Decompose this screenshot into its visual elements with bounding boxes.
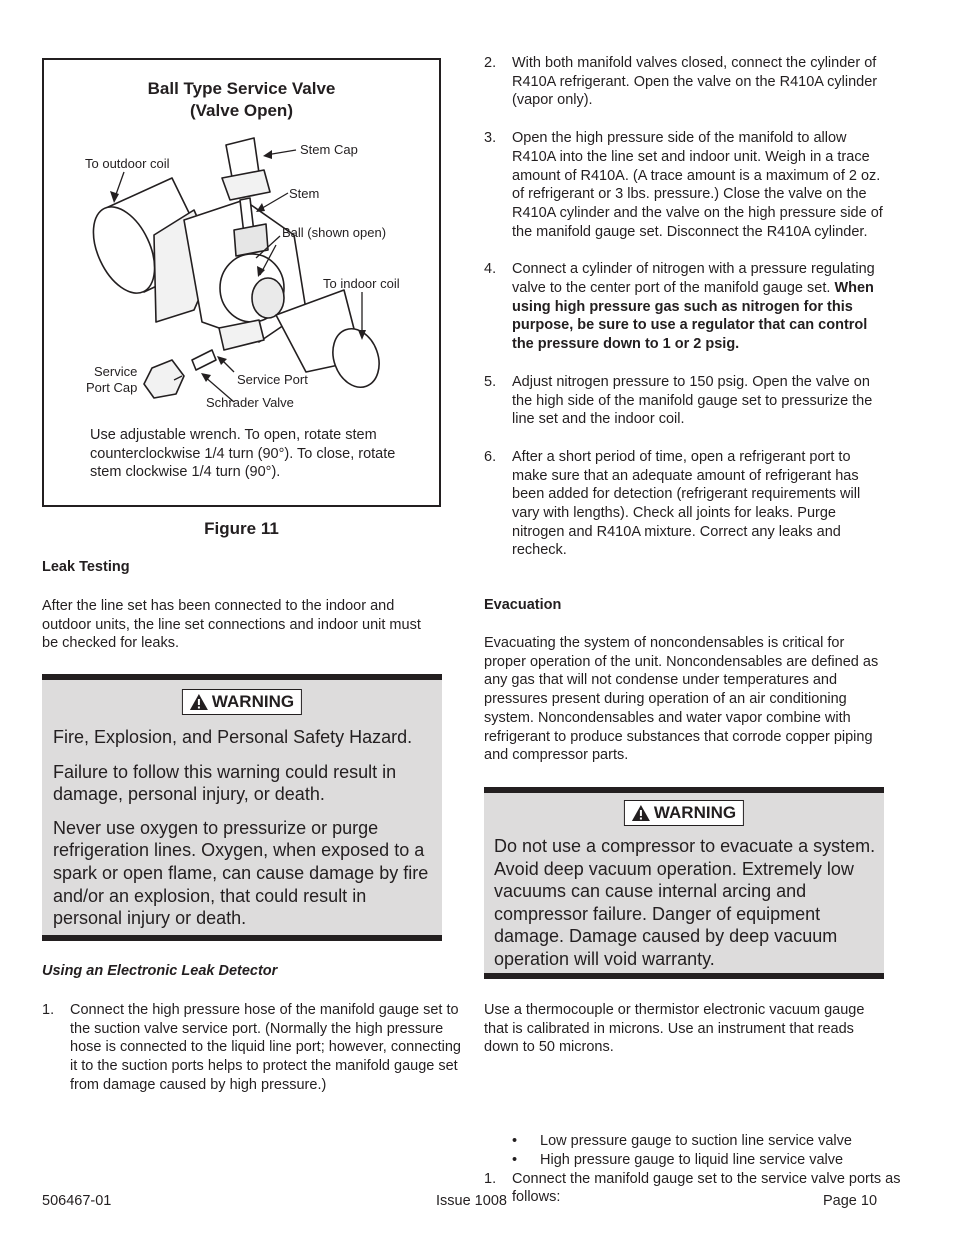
figure-title-line2: (Valve Open) bbox=[190, 101, 293, 120]
figure-caption: Use adjustable wrench. To open, rotate stem counterclockwise 1/4 turn (90°). To close, rotate stem clockwise 1/4 turn (90°). bbox=[90, 427, 396, 480]
label-schrader-valve: Schrader Valve bbox=[206, 395, 294, 410]
warning-box-compressor bbox=[484, 787, 884, 979]
list-item: • High pressure gauge to liquid line service valve bbox=[512, 1151, 844, 1168]
stem-cap-hex bbox=[222, 170, 270, 200]
label-ball: Ball (shown open) bbox=[282, 225, 387, 240]
label-stem: Stem bbox=[289, 186, 320, 201]
bullet-text: High pressure gauge to liquid line service valve bbox=[540, 1151, 844, 1168]
warning-consequence: Failure to follow this warning could result in damage, personal injury, or death. bbox=[53, 761, 397, 805]
warning-hazard-title: Fire, Explosion, and Personal Safety Hazard. bbox=[53, 727, 413, 747]
figure-box bbox=[42, 58, 441, 507]
bullet-text: Low pressure gauge to suction line service valve bbox=[540, 1133, 852, 1149]
step-text: Connect the manifold gauge set to the service valve ports as follows: bbox=[512, 1170, 901, 1206]
warning-compressor-text: Do not use a compressor to evacuate a system. Avoid deep vacuum operation. Extremely low vacuums can cause internal arcing and compressor failure. Danger of equipment damage. Damage caused by deep vacuum operation will void warranty. bbox=[494, 836, 876, 969]
step-number: 2. bbox=[484, 55, 497, 71]
schrader-valve-part bbox=[192, 350, 216, 370]
figure-number: Figure 11 bbox=[204, 519, 279, 538]
step-number: 6. bbox=[484, 448, 497, 465]
footer-doc-number: 506467-01 bbox=[42, 1193, 112, 1209]
leak-testing-heading: Leak Testing bbox=[42, 559, 130, 575]
warning-triangle-icon bbox=[631, 804, 651, 822]
warning-badge bbox=[182, 689, 302, 715]
label-to-indoor-coil: To indoor coil bbox=[323, 276, 400, 291]
list-item bbox=[484, 260, 886, 354]
leak-testing-intro: After the line set has been connected to the indoor and outdoor units, the line set connections and indoor unit must be checked for leaks. bbox=[42, 598, 421, 652]
evacuation-heading: Evacuation bbox=[484, 597, 562, 613]
gauge-bullet-list bbox=[484, 1132, 886, 1169]
leak-test-steps bbox=[484, 54, 886, 560]
step-text: Adjust nitrogen pressure to 150 psig. Open the valve on the high side of the manifold gauge set to pressurize the line set and the indoor coil. bbox=[512, 373, 873, 428]
warning-badge bbox=[624, 800, 744, 826]
service-port-cap-part bbox=[144, 360, 184, 398]
step-number: 5. bbox=[484, 373, 497, 390]
list-item bbox=[42, 1001, 464, 1095]
label-service-port-cap-line1: Service bbox=[94, 364, 138, 379]
list-item bbox=[484, 448, 886, 560]
step-text: Connect the high pressure hose of the manifold gauge set to the suction valve service port. (Normally the high pressure hose is connected to the liquid line port; however, connecting it to the suction ports helps to protect the manifold gauge set from damage caused by high pressure.) bbox=[70, 1002, 461, 1093]
step-number: 4. bbox=[484, 261, 497, 278]
warning-label: WARNING bbox=[653, 803, 737, 822]
list-item: • Low pressure gauge to suction line service valve bbox=[512, 1133, 852, 1149]
step-number: 1. bbox=[484, 1170, 497, 1187]
electronic-detector-heading: Using an Electronic Leak Detector bbox=[42, 963, 278, 979]
label-stem-cap: Stem Cap bbox=[300, 142, 358, 157]
step-number: 3. bbox=[484, 130, 497, 147]
ball-bore bbox=[252, 278, 284, 318]
vacuum-gauge-intro: Use a thermocouple or thermistor electronic vacuum gauge that is calibrated in microns. Use an instrument that reads down to 50 microns. bbox=[484, 1002, 865, 1056]
step-text: With both manifold valves closed, connect the cylinder of R410A refrigerant. Open the valve on the R410A cylinder (vapor only). bbox=[512, 55, 878, 109]
footer-issue: Issue 1008 bbox=[436, 1193, 507, 1209]
step-number: 1. bbox=[42, 1002, 55, 1018]
figure-title-line1: Ball Type Service Valve bbox=[147, 79, 336, 98]
list-item bbox=[484, 54, 886, 110]
step-text: Connect a cylinder of nitrogen with a pressure regulating valve to the center port of the manifold gauge set. bbox=[512, 261, 875, 297]
list-item bbox=[484, 129, 886, 241]
warning-label: WARNING bbox=[211, 692, 295, 711]
step-bold-note: When using high pressure gas such as nitrogen for this purpose, be sure to use a regulator that can control the pressure down to 1 or 2 psig. bbox=[512, 280, 874, 353]
label-service-port: Service Port bbox=[237, 372, 308, 387]
warning-triangle-icon bbox=[189, 693, 209, 711]
step-text: Open the high pressure side of the manifold to allow R410A into the line set and indoor unit. Weigh in a trace amount of R410A. (A trace amount is a maximum of 2 oz. of refrigerant or 3 lbs. pressure.) Close the valve on the R410A cylinder and the valve on the high pressure side of the manifold gauge set. Disconnect the R410A cylinder. bbox=[512, 130, 883, 240]
label-to-outdoor-coil: To outdoor coil bbox=[85, 156, 170, 171]
label-service-port-cap-line2: Port Cap bbox=[86, 380, 138, 395]
warning-box-fire bbox=[42, 674, 442, 941]
footer-page-number: Page 10 bbox=[823, 1193, 878, 1209]
list-item bbox=[484, 373, 886, 429]
evacuation-intro: Evacuating the system of noncondensables is critical for proper operation of the unit. Noncondensables are defined as any gas that will not condense under temperatures and pressures present during operation of an air conditioning system. Noncondensables and water vapor combine with refrigerant to produce substances that corrode copper piping and compressor parts. bbox=[484, 635, 879, 764]
warning-oxygen-text: Never use oxygen to pressurize or purge refrigeration lines. Oxygen, when exposed to a spark or open flame, can cause damage by fire and/or an explosion, that could result in personal injury or death. bbox=[53, 817, 429, 929]
step-text: After a short period of time, open a refrigerant port to make sure that an adequate amount of refrigerant has been added for detection (refrigerant requirements will vary with lengths). Check all joints for leaks. Purge nitrogen and R410A mixture. Correct any leaks and recheck. bbox=[512, 448, 861, 559]
